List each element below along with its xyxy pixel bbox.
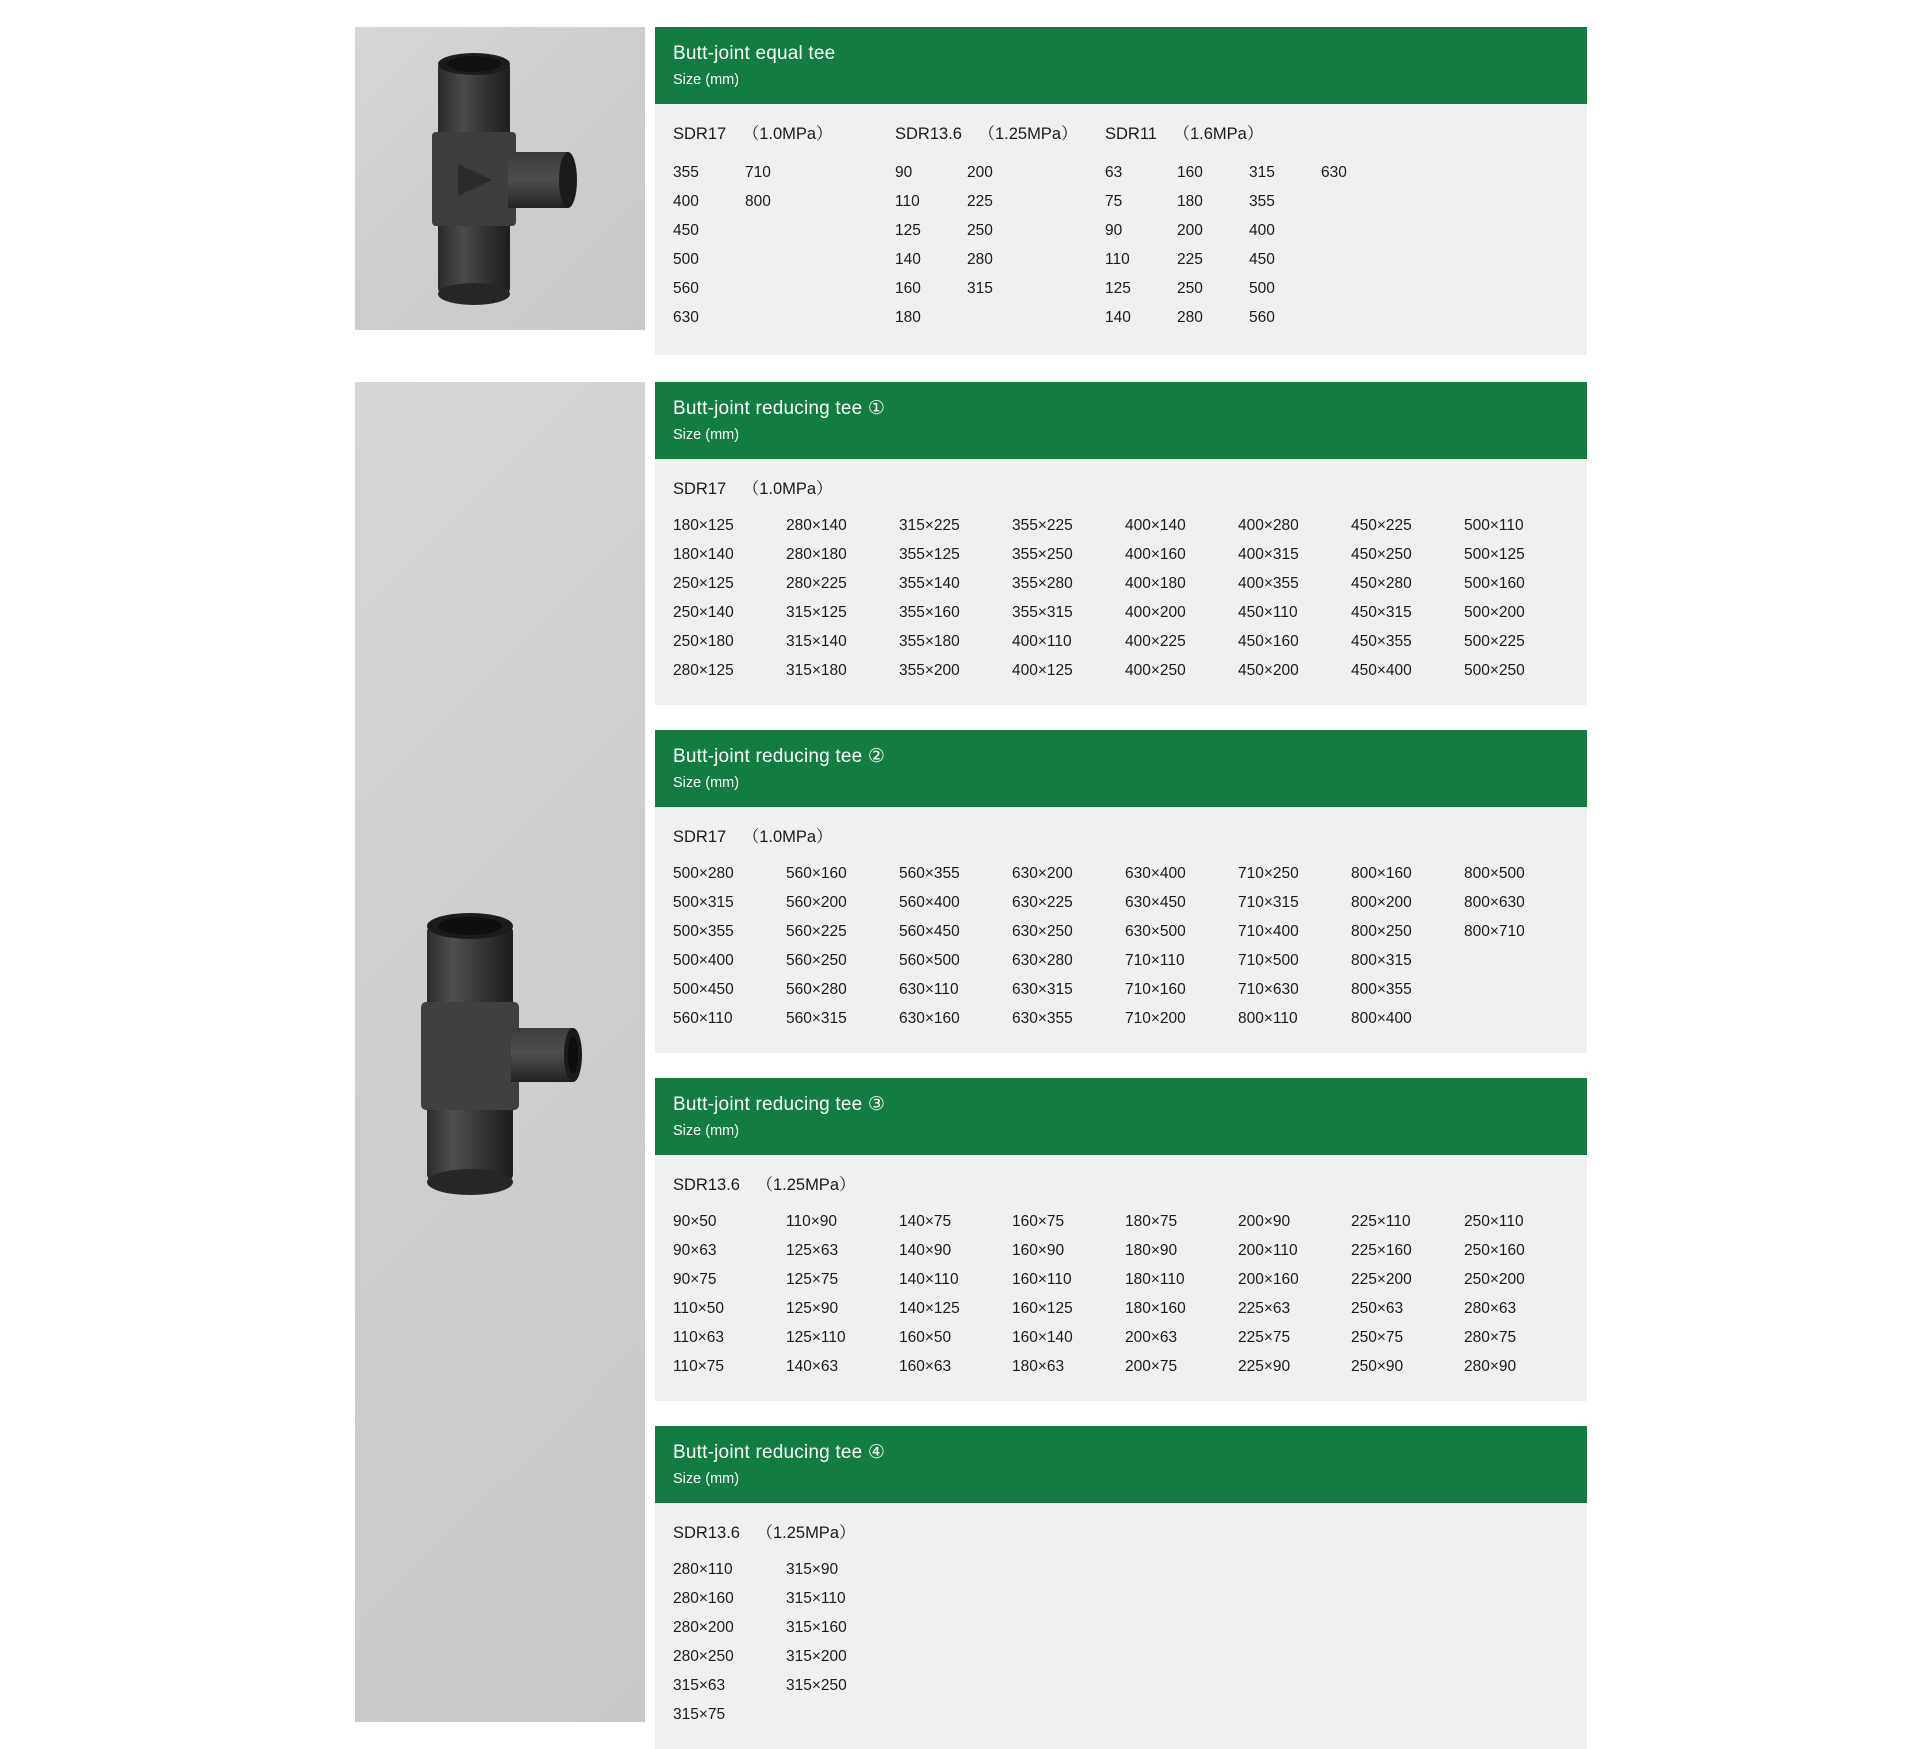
size-col: 315 355 400 450 500 560	[1249, 164, 1275, 326]
size-col: 400×280 400×315 400×355 450×110 450×160 450×200	[1238, 517, 1299, 679]
size-col: 710 800	[745, 164, 771, 210]
size-col: 630×400 630×450 630×500 710×110 710×160 710×200	[1125, 865, 1186, 1027]
size-grid	[673, 511, 1569, 685]
section-subtitle: Size (mm)	[673, 1471, 740, 1487]
size-col: 630	[1321, 164, 1347, 181]
reducing-tee-illustration	[355, 382, 645, 1722]
sdr-header-row	[673, 120, 1569, 154]
size-col: 63 75 90 110 125 140	[1105, 164, 1131, 326]
size-col: 560×355 560×400 560×450 560×500 630×110 630×160	[899, 865, 960, 1027]
size-col: 250×110 250×160 250×200 280×63 280×75 280×90	[1464, 1213, 1525, 1375]
size-col: 180×75 180×90 180×110 180×160 200×63 200×75	[1125, 1213, 1186, 1375]
size-col: 400×140 400×160 400×180 400×200 400×225 400×250	[1125, 517, 1186, 679]
section-header	[655, 27, 1587, 104]
section-reducing-tee-1	[655, 382, 1587, 705]
size-grid	[673, 859, 1569, 1033]
size-col: 630×200 630×225 630×250 630×280 630×315 630×355	[1012, 865, 1073, 1027]
section-header	[655, 382, 1587, 459]
size-col: 315×225 355×125 355×140 355×160 355×180 355×200	[899, 517, 960, 679]
size-col: 160 180 200 225 250 280	[1177, 164, 1203, 326]
equal-tee-image-panel	[355, 27, 645, 330]
sdr-label-2: SDR13.6 （1.25MPa）	[895, 125, 1078, 143]
size-col: 200 225 250 280 315	[967, 164, 993, 297]
section-header	[655, 730, 1587, 807]
size-col: 800×160 800×200 800×250 800×315 800×355 800×400	[1351, 865, 1412, 1027]
section-body	[655, 1503, 1587, 1749]
section-reducing-tee-4	[655, 1426, 1587, 1749]
size-col: 160×75 160×90 160×110 160×125 160×140 180×63	[1012, 1213, 1073, 1375]
size-grid	[673, 1207, 1569, 1381]
section-title: Butt-joint reducing tee ②	[673, 746, 886, 767]
size-col: 710×250 710×315 710×400 710×500 710×630 800×110	[1238, 865, 1299, 1027]
sdr-label: SDR13.6 （1.25MPa）	[673, 1176, 856, 1194]
section-reducing-tee-2	[655, 730, 1587, 1053]
section-body	[655, 1155, 1587, 1401]
size-col: 355×225 355×250 355×280 355×315 400×110 400×125	[1012, 517, 1073, 679]
section-title: Butt-joint reducing tee ①	[673, 398, 886, 419]
size-col: 500×110 500×125 500×160 500×200 500×225 500×250	[1464, 517, 1525, 679]
size-col: 355 400 450 500 560 630	[673, 164, 699, 326]
size-col: 90×50 90×63 90×75 110×50 110×63 110×75	[673, 1213, 725, 1375]
reducing-tee-image-panel	[355, 382, 645, 1722]
size-col: 180×125 180×140 250×125 250×140 250×180 280×125	[673, 517, 734, 679]
section-header	[655, 1078, 1587, 1155]
section-body	[655, 807, 1587, 1053]
sdr-label-1: SDR17 （1.0MPa）	[673, 125, 833, 143]
tee-fitting-icon	[400, 44, 600, 314]
size-col: 280×140 280×180 280×225 315×125 315×140 315×180	[786, 517, 847, 679]
section-equal-tee	[655, 27, 1587, 355]
section-title: Butt-joint reducing tee ③	[673, 1094, 886, 1115]
section-subtitle: Size (mm)	[673, 775, 740, 791]
size-grid	[673, 1555, 1569, 1729]
section-reducing-tee-3	[655, 1078, 1587, 1401]
size-col: 800×500 800×630 800×710	[1464, 865, 1525, 940]
size-col: 110×90 125×63 125×75 125×90 125×110 140×63	[786, 1213, 846, 1375]
sdr-label: SDR13.6 （1.25MPa）	[673, 1524, 856, 1542]
equal-tee-illustration	[355, 27, 645, 330]
size-col: 315×90 315×110 315×160 315×200 315×250	[786, 1561, 847, 1694]
section-subtitle: Size (mm)	[673, 427, 740, 443]
size-col: 560×160 560×200 560×225 560×250 560×280 560×315	[786, 865, 847, 1027]
size-columns	[673, 158, 1569, 333]
section-header	[655, 1426, 1587, 1503]
section-title: Butt-joint reducing tee ④	[673, 1442, 886, 1463]
size-col: 500×280 500×315 500×355 500×400 500×450 560×110	[673, 865, 734, 1027]
section-body	[655, 104, 1587, 355]
reducing-tee-fitting-icon	[395, 902, 605, 1202]
sdr-label-3: SDR11 （1.6MPa）	[1105, 125, 1264, 143]
sdr-label: SDR17 （1.0MPa）	[673, 828, 833, 846]
size-col: 90 110 125 140 160 180	[895, 164, 921, 326]
section-subtitle: Size (mm)	[673, 1123, 740, 1139]
sdr-label: SDR17 （1.0MPa）	[673, 480, 833, 498]
size-col: 225×110 225×160 225×200 250×63 250×75 250×90	[1351, 1213, 1412, 1375]
section-subtitle: Size (mm)	[673, 72, 740, 88]
size-col: 450×225 450×250 450×280 450×315 450×355 450×400	[1351, 517, 1412, 679]
size-col: 200×90 200×110 200×160 225×63 225×75 225×90	[1238, 1213, 1299, 1375]
size-col: 280×110 280×160 280×200 280×250 315×63 315×75	[673, 1561, 734, 1723]
section-title: Butt-joint equal tee	[673, 43, 836, 64]
section-body	[655, 459, 1587, 705]
size-col: 140×75 140×90 140×110 140×125 160×50 160×63	[899, 1213, 960, 1375]
